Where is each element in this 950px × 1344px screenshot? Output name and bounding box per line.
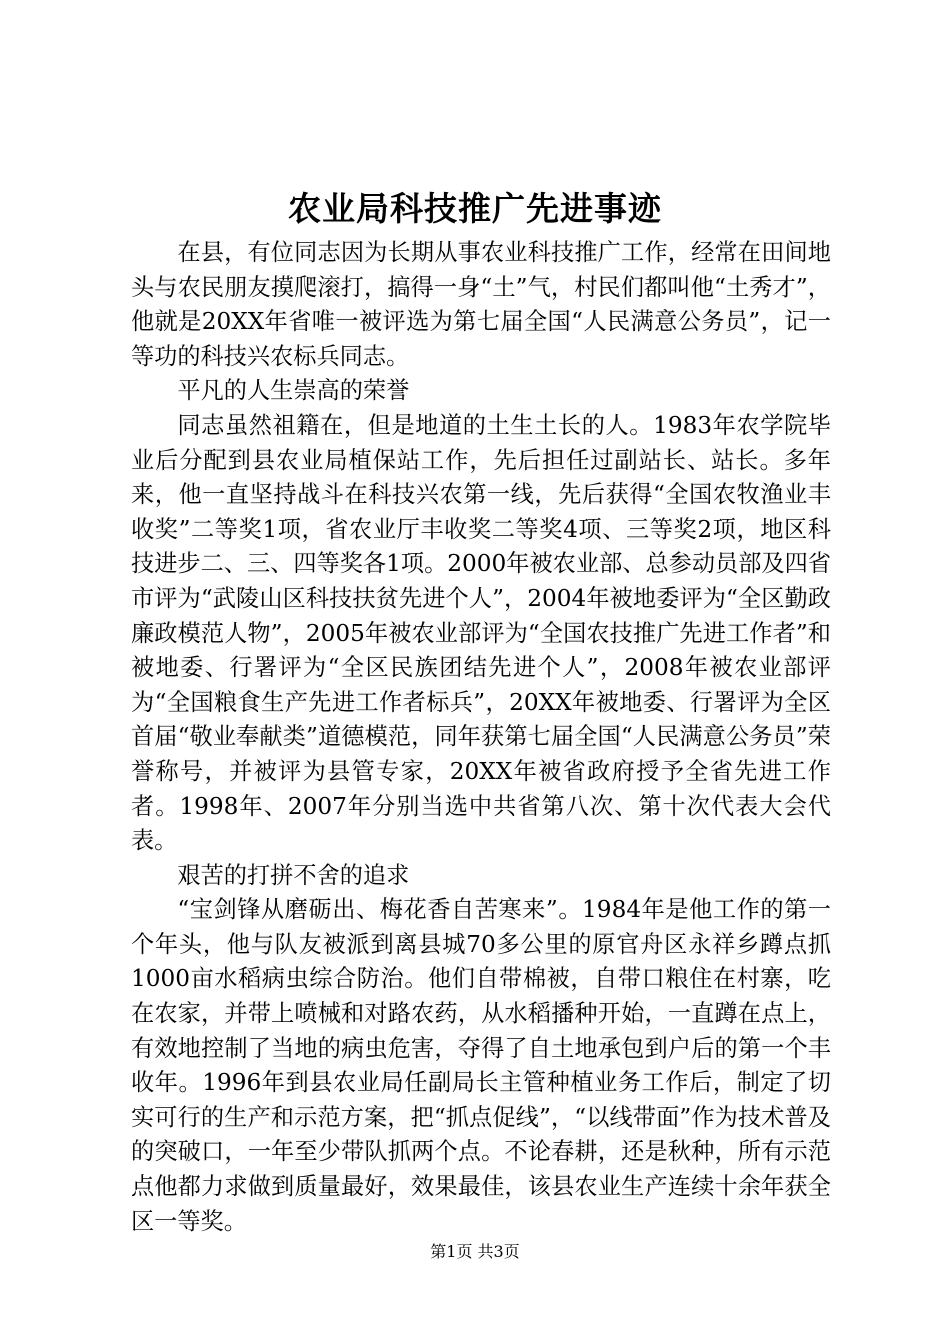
paragraph-honors: 同志虽然祖籍在，但是地道的土生土长的人。1983年农学院毕业后分配到县农业局植保站工作，先后担任过副站长、站长。多年来，他一直坚持战斗在科技兴农第一线，先后获得“全国农牧渔业丰收奖”二等奖1项，省农业厅丰收奖二等奖4项、三等奖2项，地区科技进步二、三、四等奖各1项。2000年被农业部、总参动员部及四省市评为“武陵山区科技扶贫先进个人”，2004年被地委评为“全区勤政廉政模范人物”，2005年被农业部评为“全国农技推广先进工作者”和被地委、行署评为“全区民族团结先进个人”，2008年被农业部评为“全国粮食生产先进工作者标兵”，20XX年被地委、行署评为全区首届“敬业奉献类”道德模范，同年获第七届全国“人民满意公务员”荣誉称号，并被评为县管专家，20XX年被省政府授予全省先进工作者。1998年、2007年分别当选中共省第八次、第十次代表大会代表。 bbox=[131, 411, 831, 855]
document-title: 农业局科技推广先进事迹 bbox=[288, 189, 662, 228]
document-body bbox=[131, 236, 831, 1239]
section-heading-pursuit: 艰苦的打拼不舍的追求 bbox=[177, 861, 410, 889]
paragraph-pursuit: “宝剑锋从磨砺出、梅花香自苦寒来”。1984年是他工作的第一个年头，他与队友被派到离县城70多公里的原官舟区永祥乡蹲点抓1000亩水稻病虫综合防治。他们自带棉被，自带口粮住在村寨，吃在农家，并带上喷械和对路农药，从水稻播种开始，一直蹲在点上，有效地控制了当地的病虫危害，夺得了自土地承包到户后的第一个丰收年。1996年到县农业局任副局长主管种植业务工作后，制定了切实可行的生产和示范方案，把“抓点促线”，“以线带面”作为技术普及的突破口，一年至少带队抓两个点。不论春耕，还是秋种，所有示范点他都力求做到质量最好，效果最佳，该县农业生产连续十余年获全区一等奖。 bbox=[131, 896, 831, 1235]
section-heading-honor: 平凡的人生崇高的荣誉 bbox=[177, 377, 410, 405]
page-footer: 第1页 共3页 bbox=[430, 1242, 520, 1261]
paragraph-intro: 在县，有位同志因为长期从事农业科技推广工作，经常在田间地头与农民朋友摸爬滚打，搞得一身“土”气，村民们都叫他“土秀才”，他就是20XX年省唯一被评选为第七届全国“人民满意公务员”，记一等功的科技兴农标兵同志。 bbox=[131, 239, 831, 370]
